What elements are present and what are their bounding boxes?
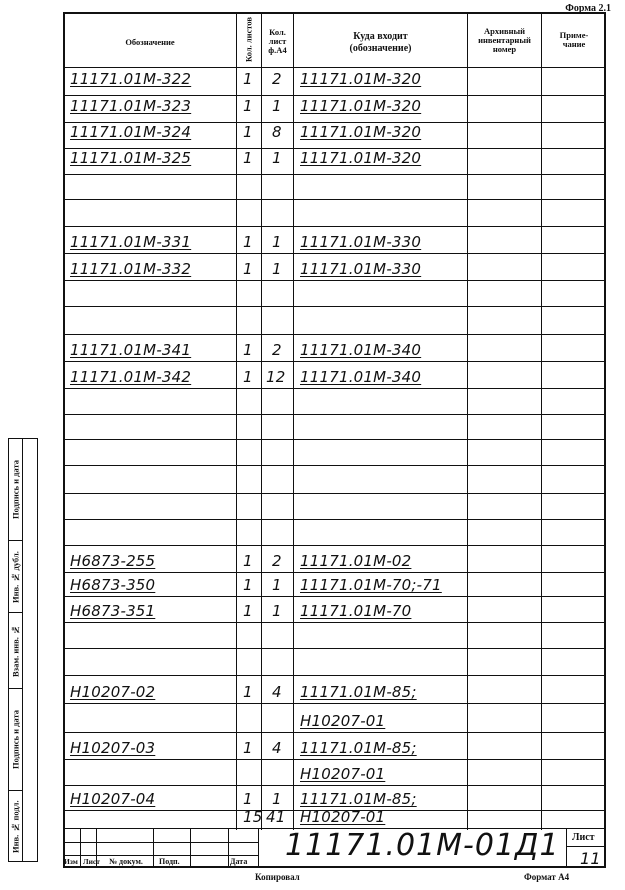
row-line xyxy=(63,675,606,676)
row-designation: 11171.01М-323 xyxy=(70,97,192,115)
row-line xyxy=(63,414,606,415)
header-sheets: Кол. листов xyxy=(243,16,254,62)
side-stamp xyxy=(8,438,38,862)
row-sheets: 1 xyxy=(243,149,253,167)
row-designation: Н10207-04 xyxy=(70,790,156,808)
col-divider xyxy=(467,12,468,830)
header-archive: Архивный инвентарный номер xyxy=(478,26,531,54)
row-designation: 11171.01М-342 xyxy=(70,368,192,386)
row-sheets: 1 xyxy=(243,123,253,141)
row-sheets: 15 xyxy=(243,808,263,826)
row-designation: Н10207-02 xyxy=(70,683,156,701)
row-a4: 1 xyxy=(272,576,282,594)
tb-izm: Изм xyxy=(64,857,78,866)
row-line xyxy=(63,388,606,389)
row-designation: 11171.01М-331 xyxy=(70,233,192,251)
row-line xyxy=(63,67,606,68)
row-line xyxy=(63,174,606,175)
row-a4: 8 xyxy=(272,123,282,141)
header-note: Приме- чание xyxy=(559,30,589,49)
row-line xyxy=(63,622,606,623)
row-line xyxy=(63,361,606,362)
row-designation: 11171.01М-322 xyxy=(70,70,192,88)
row-line xyxy=(63,648,606,649)
row-sheets: 1 xyxy=(243,790,253,808)
row-designation: Н6873-255 xyxy=(70,552,156,570)
row-sheets: 1 xyxy=(243,683,253,701)
row-sheets: 1 xyxy=(243,260,253,278)
form-label: Форма 2.1 xyxy=(565,3,611,14)
row-line xyxy=(63,732,606,733)
row-line xyxy=(63,596,606,597)
row-sheets: 1 xyxy=(243,368,253,386)
row-line xyxy=(63,519,606,520)
footer-format: Формат А4 xyxy=(524,872,570,882)
footer-copied: Копировал xyxy=(255,872,300,882)
side-label: Инв. № дубл. xyxy=(10,551,21,603)
row-line xyxy=(63,334,606,335)
row-line xyxy=(63,493,606,494)
row-designation: Н6873-350 xyxy=(70,576,156,594)
row-target: 11171.01М-340 xyxy=(300,368,422,386)
row-line xyxy=(63,759,606,760)
tb-doc: № докум. xyxy=(109,857,143,866)
row-designation: Н10207-03 xyxy=(70,739,156,757)
col-divider xyxy=(261,12,262,830)
row-target: Н10207-01 xyxy=(300,765,386,783)
row-designation: 11171.01М-324 xyxy=(70,123,192,141)
row-target: 11171.01М-70;-71 xyxy=(300,576,442,594)
row-designation: 11171.01М-332 xyxy=(70,260,192,278)
row-line xyxy=(63,280,606,281)
row-a4: 41 xyxy=(266,808,286,826)
row-sheets: 1 xyxy=(243,341,253,359)
sheet-number: 11 xyxy=(580,849,601,868)
row-line xyxy=(63,465,606,466)
row-line xyxy=(63,545,606,546)
row-a4: 12 xyxy=(266,368,286,386)
side-label: Подпись и дата xyxy=(10,460,21,520)
row-target: 11171.01М-340 xyxy=(300,341,422,359)
row-a4: 2 xyxy=(272,70,282,88)
col-divider xyxy=(236,12,237,830)
row-sheets: 1 xyxy=(243,552,253,570)
row-target: 11171.01М-85; xyxy=(300,739,417,757)
row-target: 11171.01М-320 xyxy=(300,70,422,88)
sheet-label: Лист xyxy=(572,832,595,843)
tb-podp: Подп. xyxy=(159,857,180,866)
row-sheets: 1 xyxy=(243,739,253,757)
row-target: 11171.01М-320 xyxy=(300,149,422,167)
row-a4: 1 xyxy=(272,602,282,620)
header-designation: Обозначение xyxy=(125,37,175,47)
row-designation: 11171.01М-325 xyxy=(70,149,192,167)
row-a4: 1 xyxy=(272,149,282,167)
row-line xyxy=(63,226,606,227)
row-sheets: 1 xyxy=(243,70,253,88)
row-sheets: 1 xyxy=(243,576,253,594)
row-line xyxy=(63,95,606,96)
tb-date: Дата xyxy=(230,857,248,866)
row-line xyxy=(63,199,606,200)
row-line xyxy=(63,439,606,440)
col-divider xyxy=(541,12,542,830)
row-sheets: 1 xyxy=(243,602,253,620)
row-line xyxy=(63,703,606,704)
document-code: 11171.01М-01Д1 xyxy=(285,828,560,863)
header-target: Куда входит (обозначение) xyxy=(349,31,412,54)
row-a4: 2 xyxy=(272,341,282,359)
header-a4: Кол. лист ф.А4 xyxy=(268,27,287,55)
row-target: 11171.01М-330 xyxy=(300,260,422,278)
row-a4: 1 xyxy=(272,97,282,115)
row-a4: 4 xyxy=(272,683,282,701)
row-target: 11171.01М-320 xyxy=(300,123,422,141)
row-line xyxy=(63,306,606,307)
row-target: 11171.01М-330 xyxy=(300,233,422,251)
row-line xyxy=(63,785,606,786)
row-target: Н10207-01 xyxy=(300,808,386,826)
row-target: 11171.01М-70 xyxy=(300,602,412,620)
side-label: Инв. № подл. xyxy=(10,800,21,854)
row-line xyxy=(63,572,606,573)
row-a4: 4 xyxy=(272,739,282,757)
side-label: Подпись и дата xyxy=(10,710,21,770)
row-designation: 11171.01М-341 xyxy=(70,341,192,359)
row-a4: 1 xyxy=(272,790,282,808)
row-line xyxy=(63,253,606,254)
row-target: 11171.01М-85; xyxy=(300,790,417,808)
row-target: Н10207-01 xyxy=(300,712,386,730)
row-a4: 1 xyxy=(272,233,282,251)
row-a4: 1 xyxy=(272,260,282,278)
tb-list: Лист xyxy=(83,857,100,866)
row-target: 11171.01М-02 xyxy=(300,552,412,570)
col-divider xyxy=(293,12,294,830)
row-a4: 2 xyxy=(272,552,282,570)
row-target: 11171.01М-85; xyxy=(300,683,417,701)
row-sheets: 1 xyxy=(243,97,253,115)
side-label: Взам. инв. № xyxy=(10,625,21,678)
row-designation: Н6873-351 xyxy=(70,602,156,620)
row-sheets: 1 xyxy=(243,233,253,251)
row-target: 11171.01М-320 xyxy=(300,97,422,115)
